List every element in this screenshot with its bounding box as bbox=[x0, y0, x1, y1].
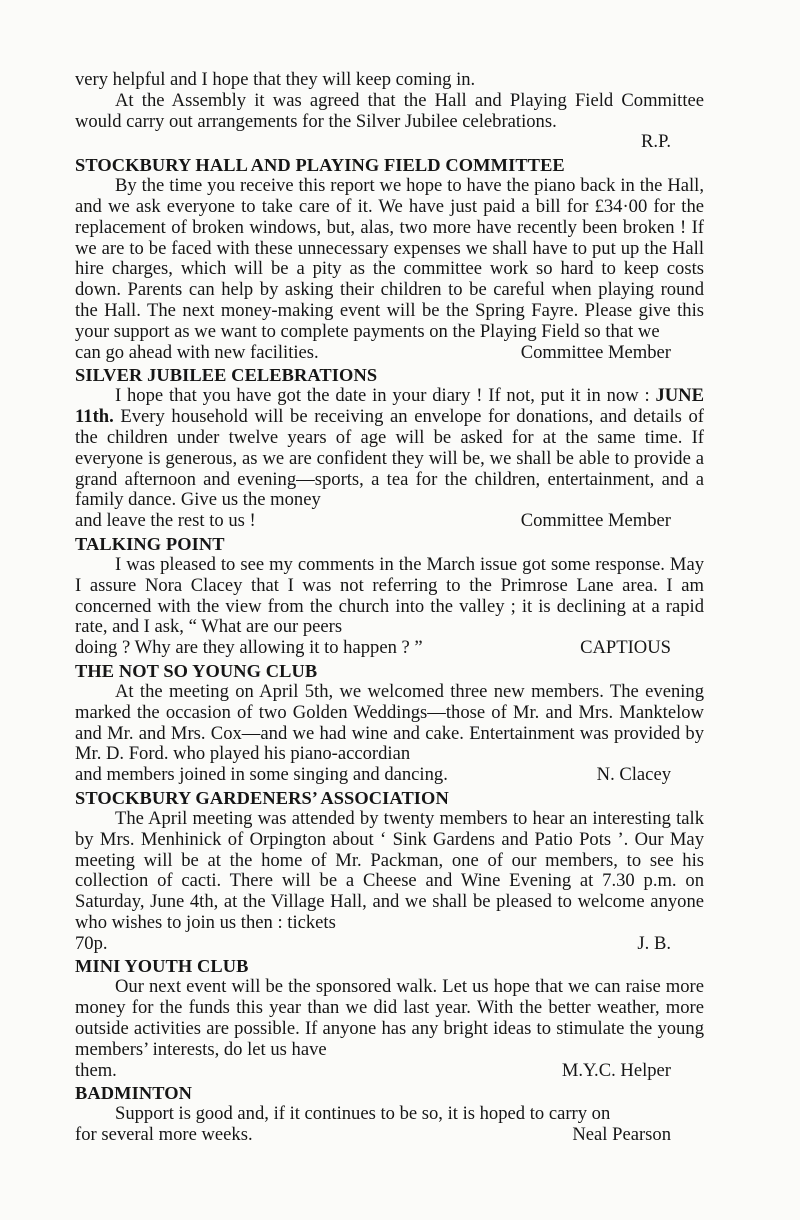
section-last-line bbox=[75, 511, 704, 532]
section-silver-jubilee bbox=[75, 364, 704, 532]
section-last-text: for several more weeks. bbox=[75, 1124, 253, 1146]
section-signature: Neal Pearson bbox=[572, 1124, 671, 1146]
section-heading: SILVER JUBILEE CELEBRATIONS bbox=[75, 365, 378, 386]
section-last-line bbox=[75, 765, 704, 786]
section-body: At the meeting on April 5th, we welcomed three new members. The evening marked the occasion of two Golden Weddings—those of Mr. and Mrs. Manktelow and Mr. and Mrs. Cox—and we had wine and cake. Entertainment was provided by Mr. D. Ford. who played his piano-accordian bbox=[75, 680, 704, 765]
section-body: The April meeting was attended by twenty members to hear an interesting talk by Mrs. Menhinick of Orpington about ‘ Sink Gardens and Patio Pots ’. Our May meeting will be at the home of Mr. Packman, one of our members, to see his collection of cacti. There will be a Cheese and Wine Evening at 7.30 p.m. on Saturday, June 4th, at the Village Hall, and we shall be pleased to welcome anyone who wishes to join us then : tickets bbox=[75, 807, 704, 933]
section-heading: THE NOT SO YOUNG CLUB bbox=[75, 660, 318, 681]
section-body: Our next event will be the sponsored walk. Let us hope that we can raise more money for the funds this year than we did last year. With the better weather, more outside activities are possible. If anyone has any bright ideas to stimulate the young members’ interests, do let us have bbox=[75, 976, 704, 1060]
section-last-line bbox=[75, 343, 704, 364]
section-badminton bbox=[75, 1082, 704, 1146]
section-last-text: can go ahead with new facilities. bbox=[75, 341, 319, 363]
section-body-start: I hope that you have got the date in your diary ! If not, put it in now : bbox=[115, 385, 650, 407]
section-signature: M.Y.C. Helper bbox=[561, 1059, 671, 1081]
section-body: I was pleased to see my comments in the March issue got some response. May I assure Nora Clacey that I was not referring to the Primrose Lane area. I am concerned with the view from the church into the valley ; it is declining at a rapid rate, and I ask, “ What are our peers bbox=[75, 553, 704, 638]
section-not-so-young-club bbox=[75, 660, 704, 786]
section-heading: STOCKBURY HALL AND PLAYING FIELD COMMITTEE bbox=[75, 155, 565, 176]
section-mini-youth-club bbox=[75, 955, 704, 1081]
section-last-text: and members joined in some singing and dancing. bbox=[75, 764, 448, 786]
section-body bbox=[75, 386, 704, 511]
section-heading: MINI YOUTH CLUB bbox=[75, 956, 249, 977]
section-last-line bbox=[75, 638, 704, 659]
section-signature: Committee Member bbox=[520, 341, 671, 363]
section-last-line bbox=[75, 1061, 704, 1082]
section-last-line bbox=[75, 934, 704, 955]
section-talking-point bbox=[75, 533, 704, 659]
section-signature: J. B. bbox=[637, 932, 671, 954]
section-hall-committee bbox=[75, 154, 704, 363]
jubilee-date: JUNE 11th. bbox=[75, 385, 704, 428]
intro-paragraph: At the Assembly it was agreed that the Hall and Playing Field Committee would carry out arrangements for the Silver Jubilee celebrations. bbox=[75, 89, 704, 132]
section-last-line bbox=[75, 1125, 704, 1146]
section-last-text: them. bbox=[75, 1059, 117, 1081]
section-signature: Committee Member bbox=[520, 510, 671, 532]
section-last-text: doing ? Why are they allowing it to happen ? ” bbox=[75, 637, 423, 659]
section-signature: N. Clacey bbox=[596, 764, 671, 786]
section-body: Support is good and, if it continues to be so, it is hoped to carry on bbox=[115, 1103, 611, 1125]
section-heading: STOCKBURY GARDENERS’ ASSOCIATION bbox=[75, 787, 449, 808]
section-gardeners-association bbox=[75, 787, 704, 955]
section-heading: TALKING POINT bbox=[75, 533, 225, 554]
section-body: By the time you receive this report we hope to have the piano back in the Hall, and we ask everyone to take care of it. We have just paid a bill for £34·00 for the replacement of broken windows, but, alas, two more have recently been broken ! If we are to be faced with these unnecessary expenses we shall have to put up the Hall hire charges, which will be a pity as the committee work so hard to keep costs down. Parents can help by asking their children to be careful when playing round the Hall. The next money-making event will be the Spring Fayre. Please give this your support as we want to complete payments on the Playing Field so that we bbox=[75, 175, 704, 342]
section-heading: BADMINTON bbox=[75, 1083, 193, 1104]
intro-line: very helpful and I hope that they will keep coming in. bbox=[75, 69, 476, 90]
section-last-text: and leave the rest to us ! bbox=[75, 510, 256, 532]
section-body-rest: Every household will be receiving an envelope for donations, and details of the children under twelve years of age will be asked for at the same time. If everyone is generous, as we are confident they will be, we shall be able to provide a grand afternoon and evening—sports, a tea for the children, entertainment, and a family dance. Give us the money bbox=[75, 406, 704, 511]
section-last-text: 70p. bbox=[75, 932, 108, 954]
intro-signature: R.P. bbox=[641, 131, 671, 153]
text-column bbox=[75, 70, 704, 1146]
section-signature: CAPTIOUS bbox=[580, 637, 671, 659]
